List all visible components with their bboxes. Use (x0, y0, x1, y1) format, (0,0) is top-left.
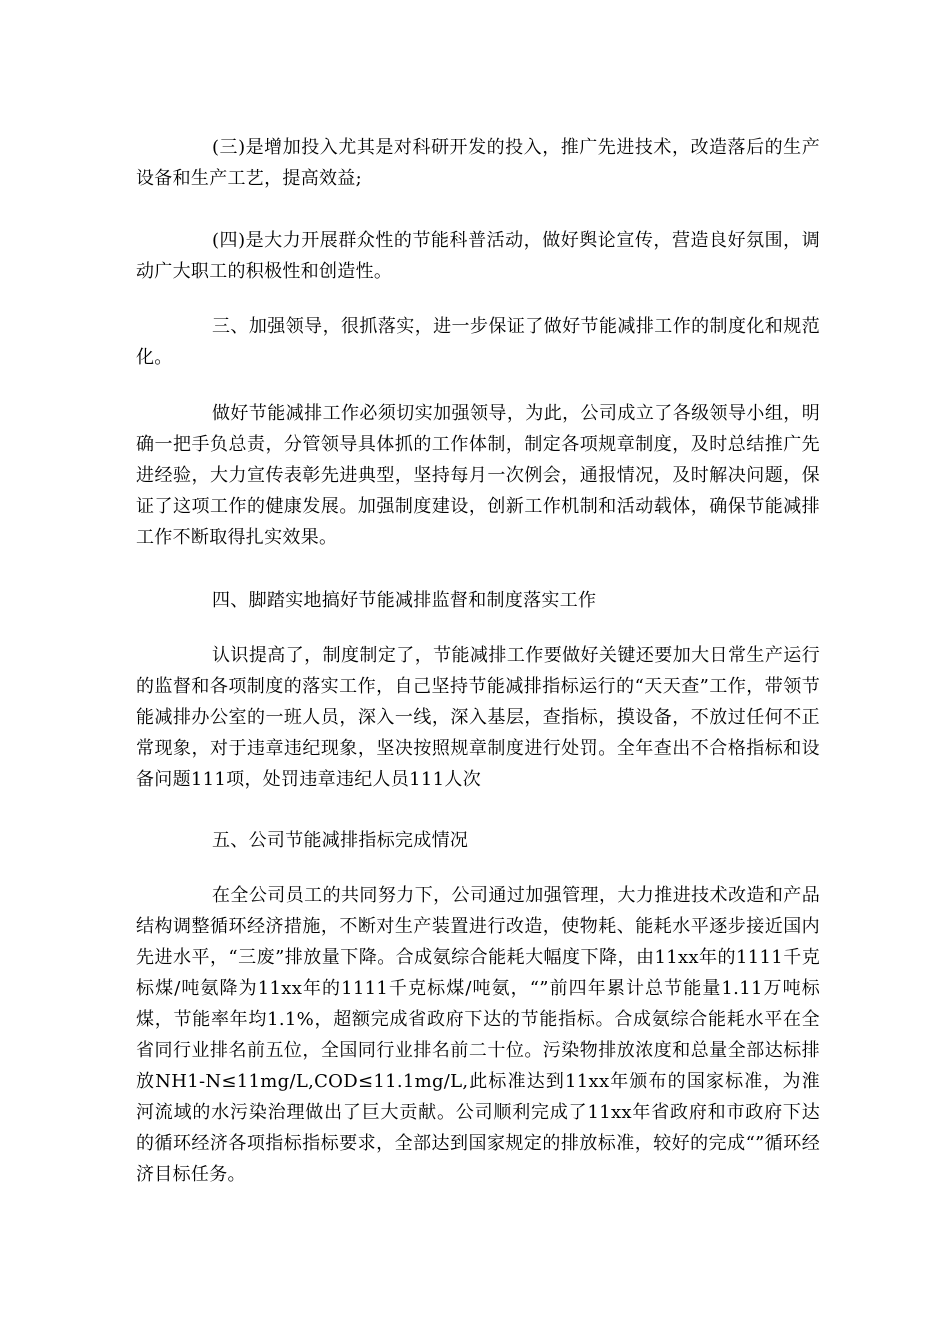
section-heading-4: 四、脚踏实地搞好节能减排监督和制度落实工作 (212, 590, 597, 611)
paragraph-science-activities: (四)是大力开展群众性的节能科普活动，做好舆论宣传，营造良好氛围，调动广大职工的积极性和创造性。 (136, 230, 820, 282)
paragraph-investment: (三)是增加投入尤其是对科研开发的投入，推广先进技术，改造落后的生产设备和生产工艺，提高效益; (136, 137, 820, 189)
paragraph-supervision: 认识提高了，制度制定了，节能减排工作要做好关键还要加大日常生产运行的监督和各项制度的落实工作，自己坚持节能减排指标运行的“天天查”工作，带领节能减排办公室的一班人员，深入一线，深入基层，查指标，摸设备，不放过任何不正常现象，对于违章违纪现象，坚决按照规章制度进行处罚。全年查出不合格指标和设备问题111项，处罚违章违纪人员111人次 (136, 645, 820, 790)
paragraph-leadership: 做好节能减排工作必须切实加强领导，为此，公司成立了各级领导小组，明确一把手负总责，分管领导具体抓的工作体制，制定各项规章制度，及时总结推广先进经验，大力宣传表彰先进典型，坚持每月一次例会，通报情况，及时解决问题，保证了这项工作的健康发展。加强制度建设，创新工作机制和活动载体，确保节能减排工作不断取得扎实效果。 (136, 403, 820, 548)
section-heading-3: 三、加强领导，很抓落实，进一步保证了做好节能减排工作的制度化和规范化。 (136, 316, 820, 368)
section-heading-5: 五、公司节能减排指标完成情况 (212, 830, 469, 851)
paragraph-indicator-completion: 在全公司员工的共同努力下，公司通过加强管理，大力推进技术改造和产品结构调整循环经济措施，不断对生产装置进行改造，使物耗、能耗水平逐步接近国内先进水平，“三废”排放量下降。合成氨综合能耗大幅度下降，由11xx年的1111千克标煤/吨氨降为11xx年的1111千克标煤/吨氨，“”前四年累计总节能量1.11万吨标煤，节能率年均1.1%，超额完成省政府下达的节能指标。合成氨综合能耗水平在全省同行业排名前五位，全国同行业排名前二十位。污染物排放浓度和总量全部达标排放NH1-N≤11mg/L,COD≤11.1mg/L,此标准达到11xx年颁布的国家标准，为淮河流域的水污染治理做出了巨大贡献。公司顺利完成了11xx年省政府和市政府下达的循环经济各项指标指标要求，全部达到国家规定的排放标准，较好的完成“”循环经济目标任务。 (136, 885, 820, 1185)
